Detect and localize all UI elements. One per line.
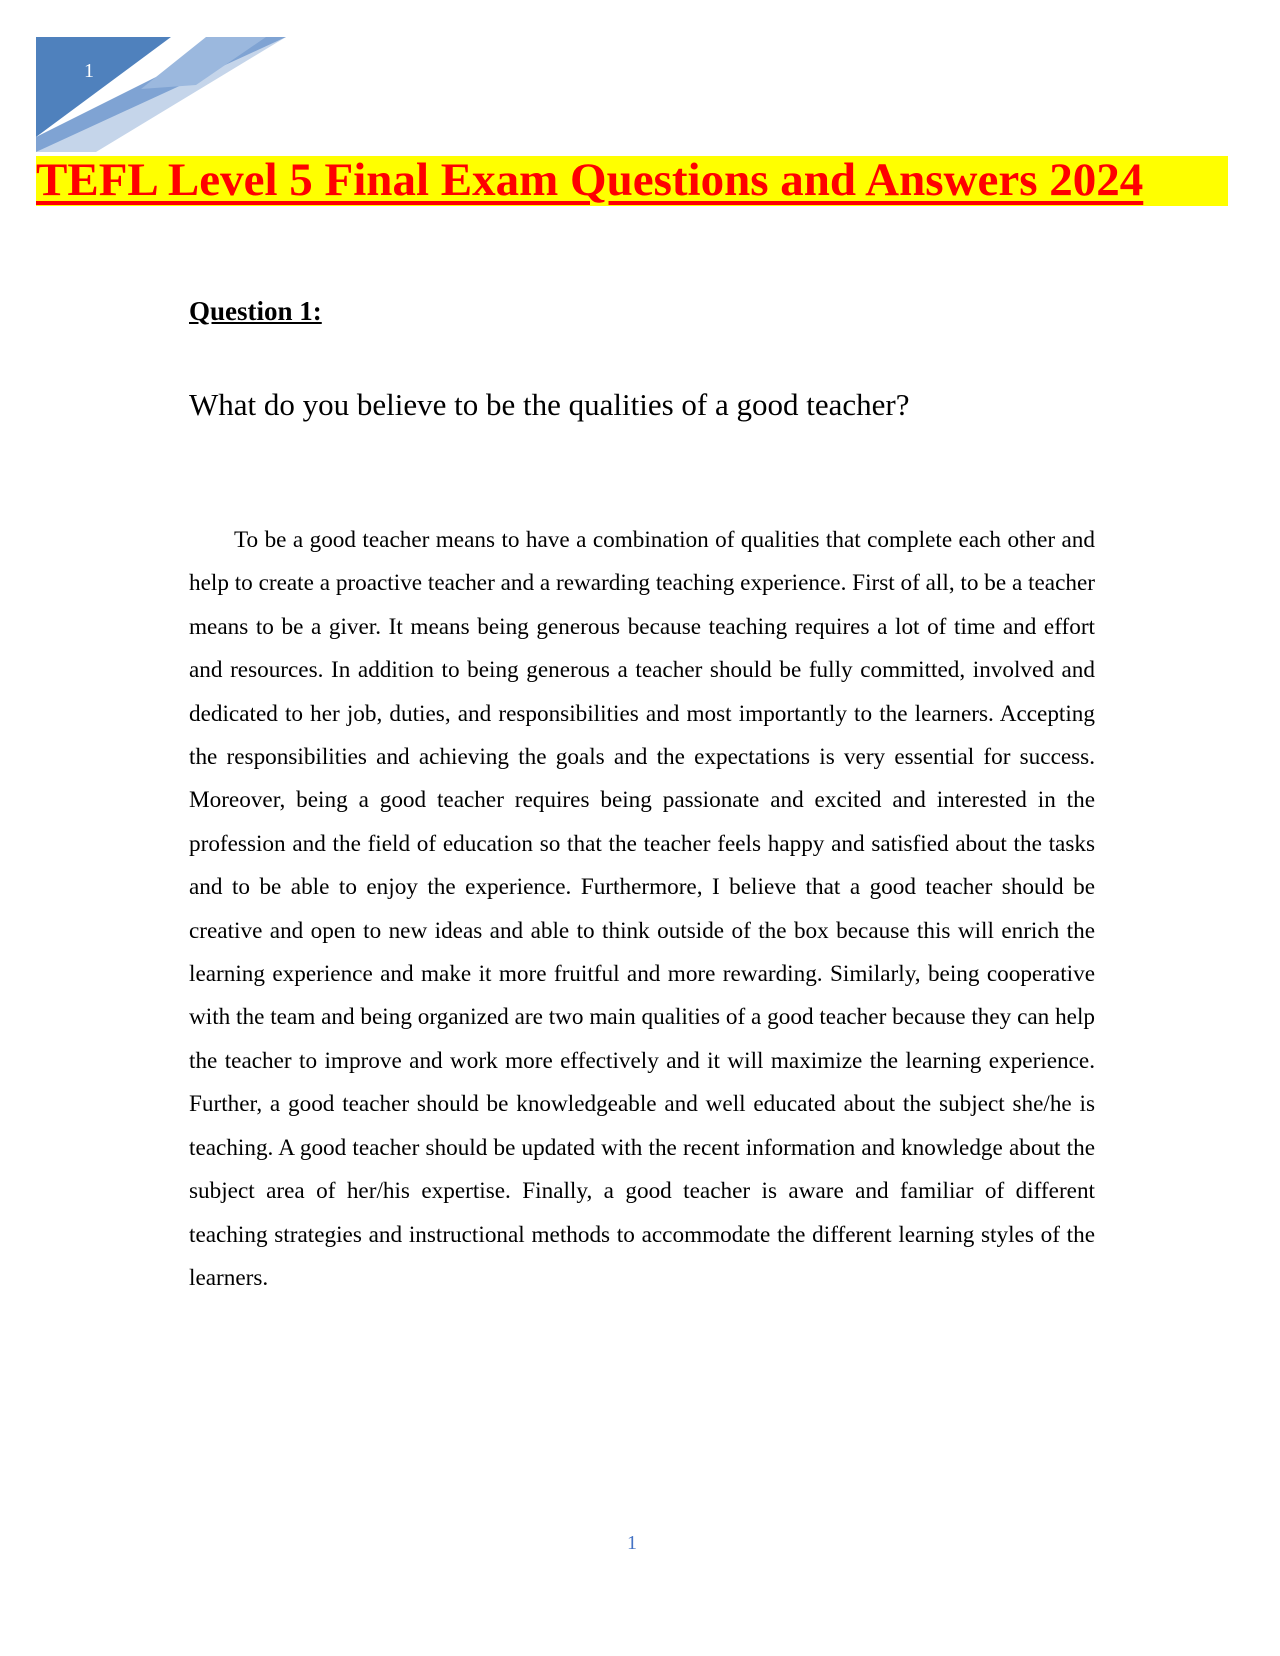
- question-text: What do you believe to be the qualities of a good teacher?: [189, 387, 910, 422]
- header-decoration: [36, 37, 286, 152]
- footer-page-number: 1: [627, 1532, 637, 1554]
- document-title: TEFL Level 5 Final Exam Questions and Answers 2024: [36, 154, 1144, 206]
- header-page-number: 1: [84, 60, 94, 82]
- answer-paragraph: To be a good teacher means to have a combination of qualities that complete each other and help to create a proactive teacher and a rewarding teaching experience. First of all, to be a teacher means to be a giver. It means being generous because teaching requires a lot of time and effort and resources. In addition to being generous a teacher should be fully committed, involved and dedicated to her job, duties, and responsibilities and most importantly to the learners. Accepting the responsibilities and achieving the goals and the expectations is very essential for success. Moreover, being a good teacher requires being passionate and excited and interested in the profession and the field of education so that the teacher feels happy and satisfied about the tasks and to be able to enjoy the experience. Furthermore, I believe that a good teacher should be creative and open to new ideas and able to think outside of the box because this will enrich the learning experience and make it more fruitful and more rewarding. Similarly, being cooperative with the team and being organized are two main qualities of a good teacher because they can help the teacher to improve and work more effectively and it will maximize the learning experience. Further, a good teacher should be knowledgeable and well educated about the subject she/he is teaching. A good teacher should be updated with the recent information and knowledge about the subject area of her/his expertise. Finally, a good teacher is aware and familiar of different teaching strategies and instructional methods to accommodate the different learning styles of the learners.: [189, 527, 1095, 1291]
- question-heading: Question 1:: [189, 296, 322, 326]
